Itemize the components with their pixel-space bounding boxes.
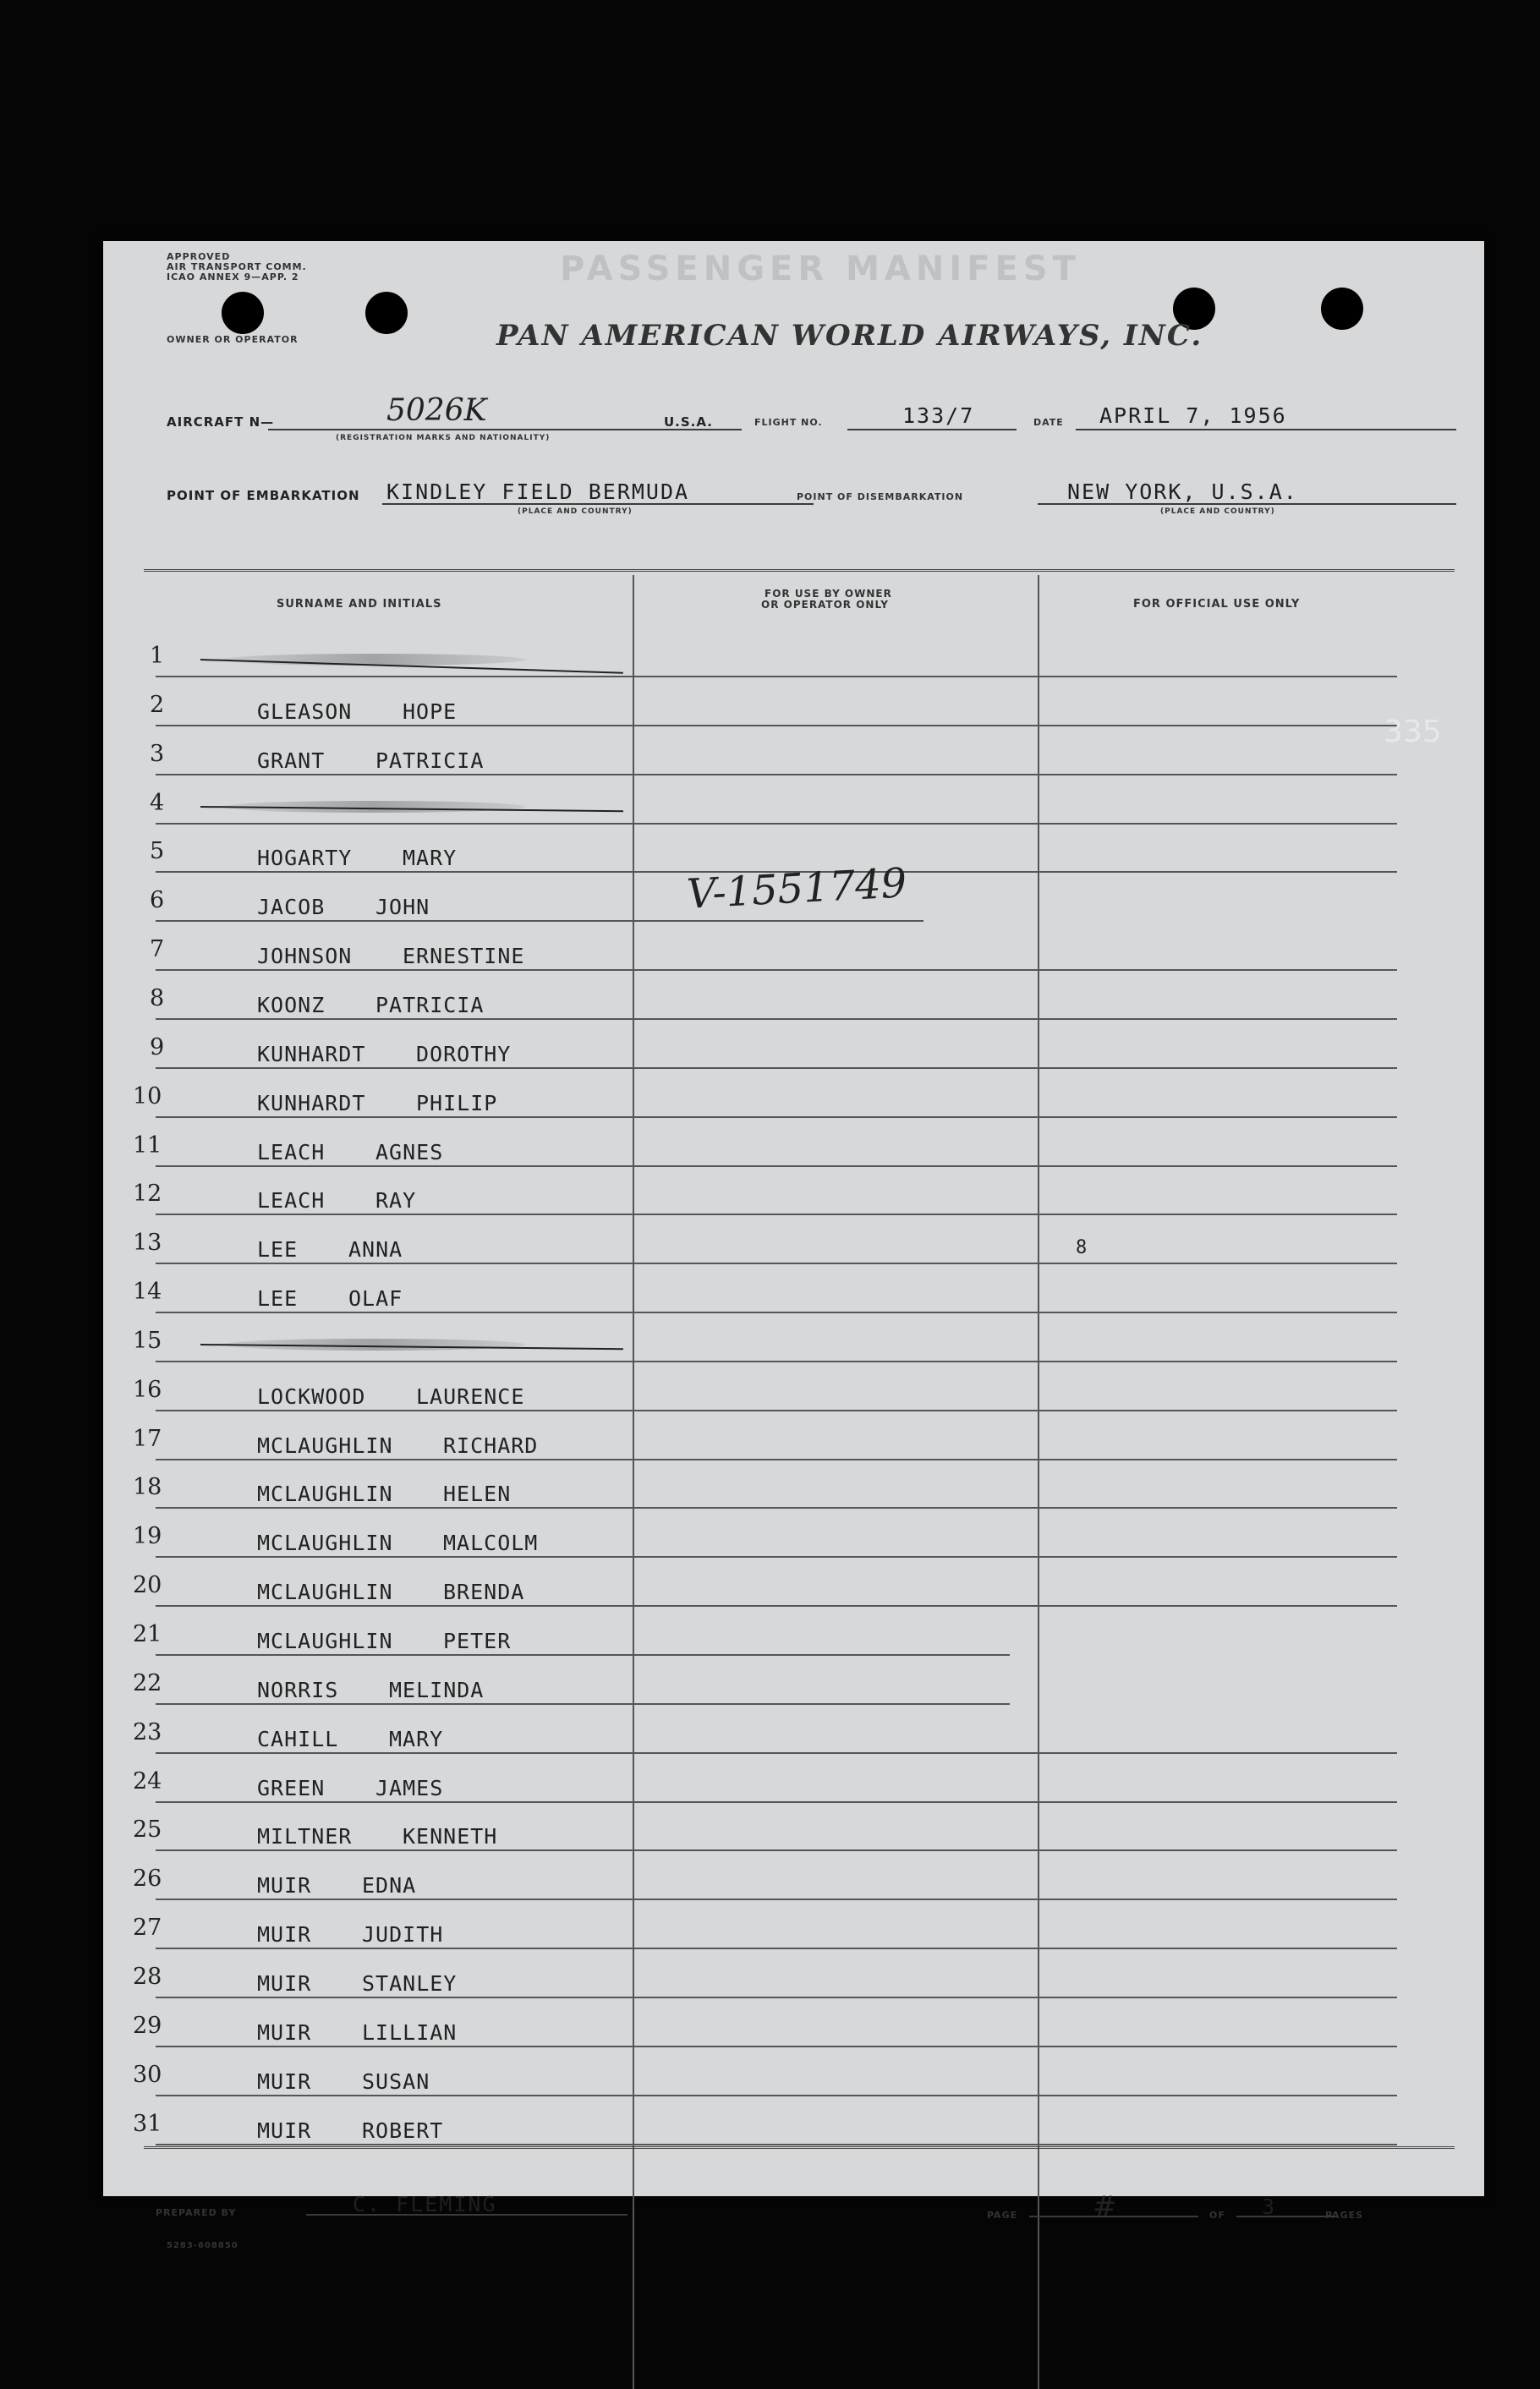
- row-number: 8: [150, 985, 165, 1011]
- row-number: 27: [133, 1915, 162, 1941]
- punch-hole: [1321, 288, 1363, 330]
- form-ref-3: ICAO ANNEX 9—APP. 2: [167, 271, 299, 282]
- col-header-operator-2: OR OPERATOR ONLY: [761, 599, 889, 611]
- row-line: [156, 1556, 1397, 1558]
- col-header-surname: SURNAME AND INITIALS: [277, 598, 442, 611]
- passenger-given-name: PATRICIA: [375, 993, 485, 1017]
- of-line: [1236, 2216, 1338, 2217]
- passenger-given-name: STANLEY: [362, 1971, 458, 1996]
- manifest-sheet: [103, 241, 1484, 2250]
- prepared-label: PREPARED BY: [156, 2207, 237, 2218]
- flight-value: 133/7: [902, 403, 975, 428]
- passenger-surname: KOONZ: [257, 993, 326, 1017]
- passenger-surname: LOCKWOOD: [257, 1384, 366, 1409]
- row-line: [156, 725, 1397, 726]
- row-line: [156, 969, 1397, 971]
- row-number: 22: [133, 1670, 162, 1696]
- row-number: 2: [150, 692, 165, 718]
- column-divider: [1038, 575, 1039, 2389]
- passenger-given-name: LILLIAN: [362, 2020, 458, 2045]
- row-line: [156, 1703, 1010, 1705]
- of-value: 3: [1262, 2194, 1277, 2219]
- passenger-given-name: SUSAN: [362, 2069, 430, 2094]
- owner-label: OWNER OR OPERATOR: [167, 334, 299, 345]
- row-number: 21: [133, 1621, 162, 1647]
- row-number: 15: [133, 1328, 162, 1354]
- row-line: [156, 2046, 1397, 2047]
- disembark-value: NEW YORK, U.S.A.: [1067, 479, 1298, 504]
- passenger-given-name: BRENDA: [443, 1580, 525, 1604]
- flight-label: FLIGHT NO.: [754, 417, 823, 428]
- prepared-line: [306, 2214, 628, 2216]
- passenger-given-name: ERNESTINE: [403, 944, 525, 968]
- passenger-given-name: JUDITH: [362, 1922, 444, 1947]
- row-line: [156, 774, 1397, 775]
- row-line: [156, 1263, 1397, 1264]
- passenger-surname: HOGARTY: [257, 846, 353, 870]
- form-title: PASSENGER MANIFEST: [560, 249, 1081, 288]
- row-number: 26: [133, 1866, 162, 1892]
- passenger-surname: MCLAUGHLIN: [257, 1433, 393, 1458]
- row-line: [156, 1605, 1397, 1607]
- disembark-label: POINT OF DISEMBARKATION: [797, 491, 964, 502]
- row-number: 19: [133, 1523, 162, 1549]
- form-ref-2: AIR TRANSPORT COMM.: [167, 261, 307, 272]
- passenger-given-name: LAURENCE: [416, 1384, 525, 1409]
- passenger-surname: LEE: [257, 1237, 299, 1262]
- page-label: PAGE: [987, 2210, 1018, 2221]
- passenger-surname: LEE: [257, 1286, 299, 1311]
- passenger-surname: MUIR: [257, 2020, 312, 2045]
- date-value: APRIL 7, 1956: [1099, 403, 1287, 428]
- row-line: [156, 1312, 1397, 1313]
- row-number: 1: [150, 643, 165, 669]
- passenger-surname: MUIR: [257, 1922, 312, 1947]
- row-number: 7: [150, 936, 165, 962]
- owner-value: PAN AMERICAN WORLD AIRWAYS, INC.: [496, 319, 1203, 353]
- row-number: 17: [133, 1426, 162, 1452]
- column-divider: [633, 575, 634, 2389]
- passenger-surname: MUIR: [257, 1971, 312, 1996]
- row-line: [156, 1214, 1397, 1215]
- passenger-given-name: MARY: [403, 846, 458, 870]
- passenger-surname: MCLAUGHLIN: [257, 1482, 393, 1506]
- row-number: 13: [133, 1230, 162, 1256]
- passenger-surname: GRANT: [257, 748, 326, 773]
- row-number: 18: [133, 1474, 162, 1500]
- passenger-given-name: ROBERT: [362, 2118, 444, 2143]
- passenger-surname: MUIR: [257, 2069, 312, 2094]
- passenger-surname: KUNHARDT: [257, 1042, 366, 1066]
- row-number: 10: [133, 1083, 162, 1110]
- row-number: 29: [133, 2013, 162, 2039]
- passenger-given-name: DOROTHY: [416, 1042, 512, 1066]
- row-line: [156, 2144, 1397, 2145]
- embark-label: POINT OF EMBARKATION: [167, 488, 360, 503]
- row-line: [156, 1459, 1397, 1460]
- row-line: [156, 1801, 1397, 1803]
- passenger-given-name: KENNETH: [403, 1824, 498, 1849]
- row-number: 4: [150, 790, 165, 816]
- passenger-surname: MUIR: [257, 1873, 312, 1898]
- row-number: 25: [133, 1816, 162, 1843]
- row-number: 6: [150, 887, 165, 913]
- row-number: 24: [133, 1768, 162, 1794]
- passenger-given-name: ANNA: [348, 1237, 403, 1262]
- row-line: [156, 823, 1397, 825]
- passenger-given-name: PETER: [443, 1629, 512, 1653]
- row-line: [156, 1899, 1397, 1900]
- passenger-surname: JACOB: [257, 895, 326, 919]
- row-line: [156, 1849, 1397, 1851]
- embark-line: [382, 503, 814, 505]
- of-label: OF: [1209, 2210, 1225, 2221]
- passenger-surname: NORRIS: [257, 1678, 339, 1702]
- passenger-given-name: HELEN: [443, 1482, 512, 1506]
- passenger-surname: LEACH: [257, 1140, 326, 1164]
- aircraft-label: AIRCRAFT N—: [167, 414, 275, 430]
- col-header-operator-1: FOR USE BY OWNER: [765, 588, 892, 600]
- punch-hole: [365, 292, 408, 334]
- row-line: [156, 1361, 1397, 1362]
- passenger-given-name: PHILIP: [416, 1091, 498, 1115]
- date-label: DATE: [1033, 417, 1064, 428]
- row-number: 20: [133, 1572, 162, 1598]
- official-note: 8: [1076, 1237, 1089, 1258]
- disembark-line: [1038, 503, 1456, 505]
- embark-value: KINDLEY FIELD BERMUDA: [386, 479, 690, 504]
- row-line: [156, 1018, 1397, 1020]
- row-line: [156, 1752, 1397, 1754]
- page-line: [1029, 2216, 1198, 2217]
- usa-label: U.S.A.: [664, 414, 713, 430]
- passenger-surname: MCLAUGHLIN: [257, 1580, 393, 1604]
- col-header-official: FOR OFFICIAL USE ONLY: [1133, 598, 1301, 611]
- passenger-surname: MUIR: [257, 2118, 312, 2143]
- row-number: 16: [133, 1377, 162, 1403]
- punch-hole: [222, 292, 264, 334]
- embark-sub: (PLACE AND COUNTRY): [518, 507, 633, 516]
- table-bottom-rule: [144, 2146, 1455, 2149]
- row-number: 9: [150, 1034, 165, 1060]
- row-number: 30: [133, 2062, 162, 2088]
- flight-line: [847, 429, 1017, 430]
- row-number: 3: [150, 741, 165, 767]
- row-line: [156, 2095, 1397, 2096]
- row-line: [156, 1116, 1397, 1118]
- form-ref-1: APPROVED: [167, 251, 231, 262]
- form-number: 5283-608850: [167, 2241, 238, 2250]
- passenger-given-name: MELINDA: [389, 1678, 485, 1702]
- passenger-given-name: JAMES: [375, 1776, 444, 1800]
- passenger-surname: MILTNER: [257, 1824, 353, 1849]
- passenger-given-name: EDNA: [362, 1873, 417, 1898]
- passenger-given-name: RAY: [375, 1188, 417, 1213]
- aircraft-sub: (REGISTRATION MARKS AND NATIONALITY): [336, 434, 551, 442]
- row-line: [156, 1410, 1397, 1411]
- passenger-surname: KUNHARDT: [257, 1091, 366, 1115]
- row-line: [156, 1507, 1397, 1509]
- passenger-given-name: PATRICIA: [375, 748, 485, 773]
- disembark-sub: (PLACE AND COUNTRY): [1160, 507, 1275, 516]
- aircraft-value: 5026K: [386, 393, 487, 428]
- row-line: [156, 1067, 1397, 1069]
- passenger-surname: GLEASON: [257, 699, 353, 724]
- row-line: [156, 1997, 1397, 1998]
- passenger-surname: MCLAUGHLIN: [257, 1629, 393, 1653]
- row-line: [156, 1948, 1397, 1949]
- table-top-rule: [144, 569, 1455, 572]
- row-number: 23: [133, 1719, 162, 1745]
- passenger-given-name: MALCOLM: [443, 1531, 539, 1555]
- passenger-given-name: HOPE: [403, 699, 458, 724]
- passenger-surname: JOHNSON: [257, 944, 353, 968]
- passenger-surname: MCLAUGHLIN: [257, 1531, 393, 1555]
- row-number: 5: [150, 838, 165, 864]
- operator-note: V-1551749: [685, 859, 908, 918]
- passenger-given-name: JOHN: [375, 895, 430, 919]
- passenger-given-name: RICHARD: [443, 1433, 539, 1458]
- passenger-surname: LEACH: [257, 1188, 326, 1213]
- pages-label: PAGES: [1325, 2210, 1364, 2221]
- page-value: #: [1093, 2190, 1117, 2224]
- row-number: 31: [133, 2111, 162, 2137]
- margin-number: 335: [1384, 715, 1442, 749]
- row-number: 12: [133, 1181, 162, 1207]
- passenger-given-name: MARY: [389, 1727, 444, 1751]
- row-line: [156, 1165, 1397, 1167]
- row-line: [156, 676, 1397, 677]
- passenger-surname: CAHILL: [257, 1727, 339, 1751]
- passenger-given-name: AGNES: [375, 1140, 444, 1164]
- passenger-given-name: OLAF: [348, 1286, 403, 1311]
- row-line: [156, 920, 923, 922]
- row-number: 11: [133, 1132, 162, 1159]
- prepared-value: C. FLEMING: [353, 2192, 497, 2216]
- row-number: 14: [133, 1279, 162, 1305]
- row-number: 28: [133, 1964, 162, 1990]
- row-line: [156, 1654, 1010, 1656]
- passenger-surname: GREEN: [257, 1776, 326, 1800]
- date-line: [1076, 429, 1456, 430]
